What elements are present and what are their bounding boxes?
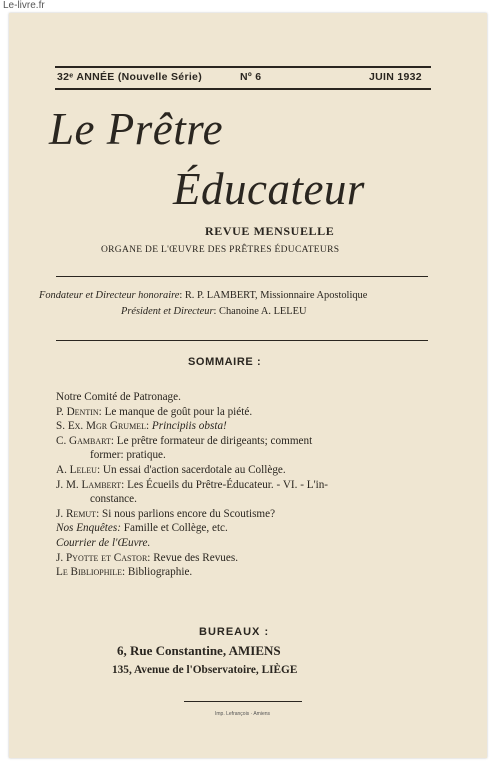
toc-author: S. Ex. Mgr Grumel: bbox=[56, 420, 150, 433]
header-rule-bottom bbox=[55, 88, 431, 90]
title-line-2: Éducateur bbox=[173, 164, 365, 214]
toc-title: Revue des Revues. bbox=[153, 551, 239, 564]
address-liege: 135, Avenue de l'Observatoire, LIÈGE bbox=[112, 664, 298, 676]
toc-author: Nos Enquêtes: bbox=[56, 522, 121, 535]
header-volume: 32ᵉ ANNÉE (Nouvelle Série) bbox=[57, 71, 202, 83]
header-rule-top bbox=[55, 66, 431, 68]
watermark: Le-livre.fr bbox=[3, 0, 45, 11]
toc-author: P. Dentin: bbox=[56, 405, 102, 418]
toc-entry bbox=[56, 521, 426, 536]
toc-entry bbox=[56, 405, 426, 420]
subtitle-revue: REVUE MENSUELLE bbox=[205, 224, 335, 238]
title-line-1: Le Prêtre bbox=[49, 104, 224, 154]
toc-author: J. M. Lambert: bbox=[56, 478, 125, 491]
toc-title: Bibliographie. bbox=[127, 566, 193, 579]
president-label: Président et Directeur bbox=[121, 306, 214, 317]
header-number: Nº 6 bbox=[240, 71, 262, 83]
credits-rule-top bbox=[56, 276, 428, 277]
toc-title: Courrier de l'Œuvre. bbox=[56, 536, 151, 549]
toc-title: Famille et Collège, etc. bbox=[123, 522, 228, 535]
president-line: Président et Directeur: Chanoine A. LELEU bbox=[121, 306, 307, 317]
toc-entry bbox=[56, 463, 426, 478]
founder-line: Fondateur et Directeur honoraire: R. P. LAMBERT, Missionnaire Apostolique bbox=[39, 290, 368, 301]
toc-title: Les Écueils du Prêtre-Éducateur. - VI. - L'in- bbox=[127, 478, 329, 491]
toc-author: J. Pyotte et Castor: bbox=[56, 551, 151, 564]
toc-title: Principiis obsta! bbox=[151, 420, 227, 433]
president-value: Chanoine A. LELEU bbox=[219, 306, 307, 317]
toc-author: Le Bibliophile: bbox=[56, 566, 126, 579]
toc-entry bbox=[56, 390, 426, 405]
toc-entry bbox=[56, 565, 426, 580]
toc-author: J. Remut: bbox=[56, 507, 100, 520]
toc-entry bbox=[56, 507, 426, 522]
toc-title: Le prêtre formateur de dirigeants; comment bbox=[116, 434, 313, 447]
toc-title: Notre Comité de Patronage. bbox=[56, 391, 181, 403]
header-date: JUIN 1932 bbox=[369, 71, 422, 83]
toc-author: A. Leleu: bbox=[56, 463, 101, 476]
toc-author: C. Gambart: bbox=[56, 434, 114, 447]
toc-entry-continuation: former: pratique. bbox=[90, 449, 166, 462]
bureaux-heading: BUREAUX : bbox=[199, 626, 270, 638]
toc-entry bbox=[56, 551, 426, 566]
magazine-cover bbox=[9, 13, 487, 758]
founder-value: R. P. LAMBERT, Missionnaire Apostolique bbox=[184, 290, 368, 301]
toc-entry-continuation: constance. bbox=[90, 493, 137, 506]
toc-entry bbox=[56, 434, 426, 449]
subtitle-organe: ORGANE DE L'ŒUVRE DES PRÊTRES ÉDUCATEURS bbox=[101, 245, 340, 255]
sommaire-heading: SOMMAIRE : bbox=[188, 356, 262, 368]
table-of-contents bbox=[56, 390, 426, 580]
toc-title: Si nous parlions encore du Scoutisme? bbox=[101, 507, 276, 520]
printer-imprint: Imp. Lefrançois · Amiens bbox=[215, 711, 271, 717]
address-amiens: 6, Rue Constantine, AMIENS bbox=[117, 643, 281, 658]
toc-entry bbox=[56, 419, 426, 434]
toc-entry bbox=[56, 478, 426, 493]
toc-title: Un essai d'action sacerdotale au Collège. bbox=[102, 463, 286, 476]
toc-title: Le manque de goût pour la piété. bbox=[104, 405, 253, 418]
footer-rule bbox=[184, 701, 302, 702]
founder-label: Fondateur et Directeur honoraire bbox=[39, 290, 180, 301]
credits-rule-bottom bbox=[56, 340, 428, 341]
toc-entry bbox=[56, 536, 426, 551]
